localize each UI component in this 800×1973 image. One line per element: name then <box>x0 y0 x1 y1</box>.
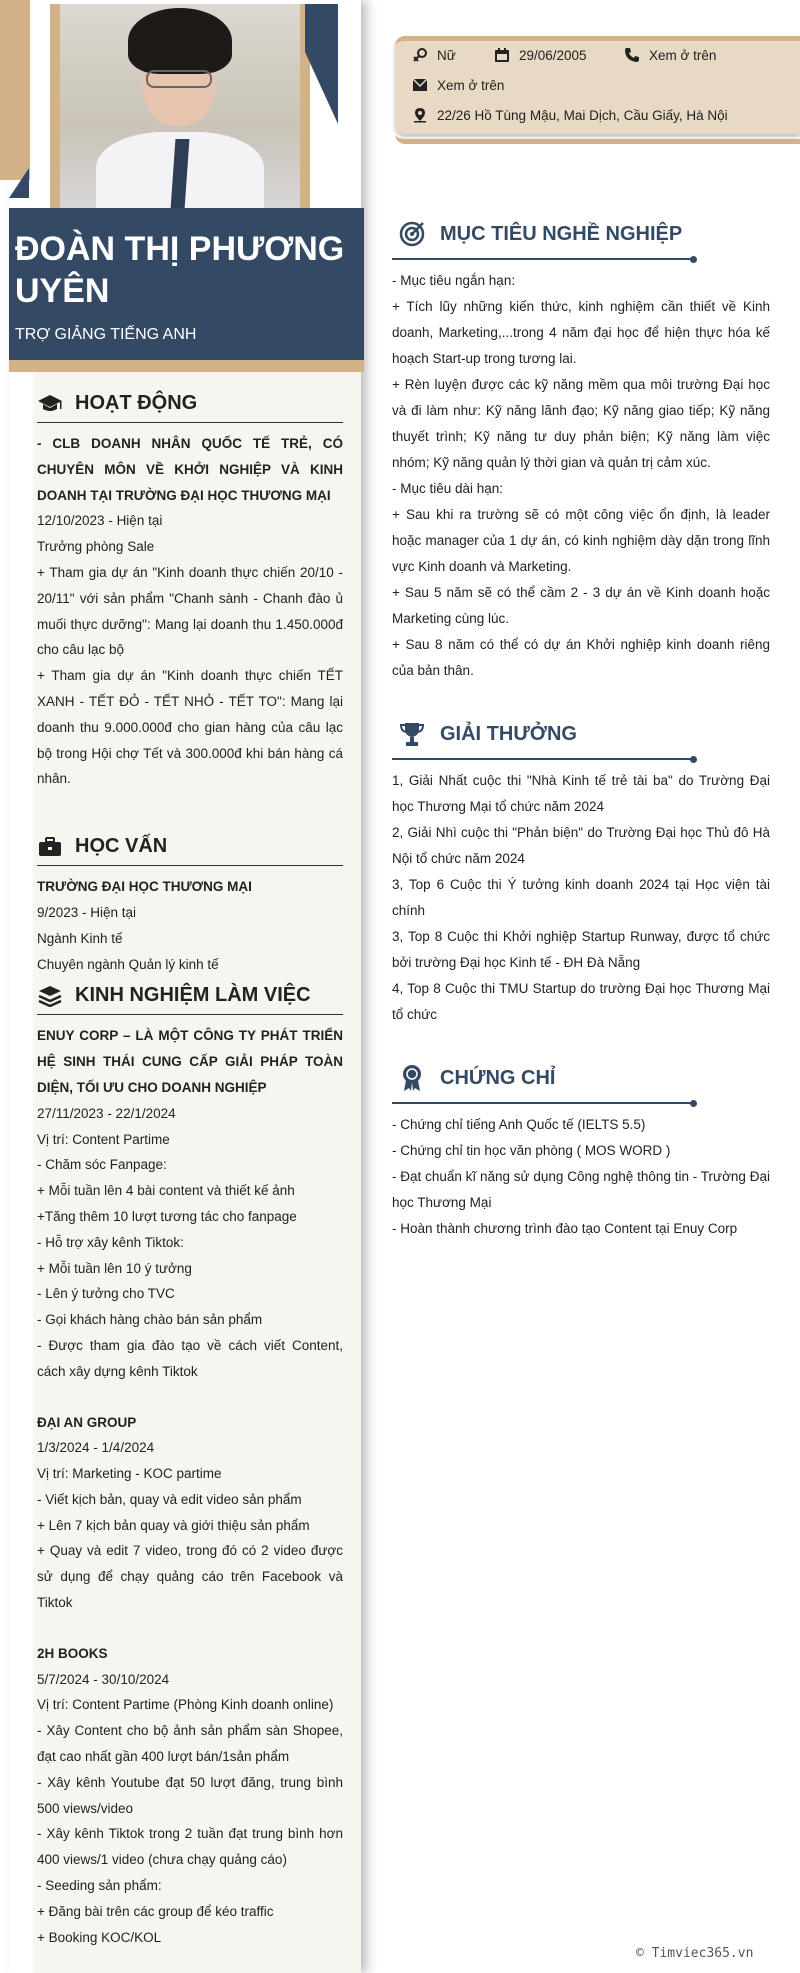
certificate-line: - Chứng chỉ tiếng Anh Quốc tế (IELTS 5.5) <box>392 1117 646 1132</box>
objective-line: - Mục tiêu ngắn hạn: <box>392 273 516 288</box>
section-underline <box>392 1102 692 1104</box>
section-underline <box>392 758 692 760</box>
objective-header <box>392 214 770 254</box>
right-content <box>392 214 770 1242</box>
birthday-row <box>493 46 587 64</box>
experience-header <box>37 977 343 1015</box>
activities-title: HOẠT ĐỘNG <box>75 391 198 414</box>
job-line: + Lên 7 kịch bản quay và giới thiệu sản phẩm <box>37 1517 310 1533</box>
awards-header <box>392 714 770 754</box>
education-header <box>37 828 343 866</box>
gender-row <box>411 46 456 64</box>
job-line: - Gọi khách hàng chào bán sản phẩm <box>37 1312 263 1328</box>
watermark: © Timviec365.vn <box>636 1946 754 1961</box>
objective-line: + Tích lũy những kiến thức, kinh nghiệm cần thiết về Kinh doanh, Marketing,...trong 4 năm đại học để hiện thực hóa kế hoạch Start-up trong tương lai. <box>392 299 770 366</box>
education-title: HỌC VẤN <box>75 834 168 857</box>
gender-value: Nữ <box>437 47 456 63</box>
objective-title: MỤC TIÊU NGHỀ NGHIỆP <box>440 223 683 245</box>
birthday-value: 29/06/2005 <box>519 47 587 63</box>
education-school: TRƯỜNG ĐẠI HỌC THƯƠNG MẠI <box>37 879 252 895</box>
section-underline-dot <box>690 256 697 263</box>
activities-item: + Tham gia dự án "Kinh doanh thực chiến 20/10 - 20/11" với sản phẩm "Chanh sành - Chanh đào ủ muối thực dưỡng": Mang lại doanh thu 1.450.000đ cho câu lạc bộ <box>37 564 343 658</box>
certificates-header <box>392 1058 770 1098</box>
target-icon <box>398 220 426 248</box>
award-line: 3, Top 6 Cuộc thi Ý tưởng kinh doanh 2024 tại Học viện tài chính <box>392 877 770 918</box>
certificate-line: - Đạt chuẩn kĩ năng sử dụng Công nghệ thông tin - Trường Đại học Thương Mại <box>392 1169 770 1210</box>
map-pin-icon <box>411 106 429 124</box>
job-line: - Xây kênh Youtube đạt 50 lượt đăng, trung bình 500 views/video <box>37 1774 343 1816</box>
job-period: 5/7/2024 - 30/10/2024 <box>37 1671 170 1687</box>
objective-line: - Mục tiêu dài hạn: <box>392 481 504 496</box>
job-line: - Xây kênh Tiktok trong 2 tuần đạt trung bình hơn 400 views/1 video (chưa chạy quảng cáo) <box>37 1826 343 1868</box>
calendar-icon <box>493 46 511 64</box>
award-ribbon-icon <box>398 1064 426 1092</box>
gender-icon <box>411 46 429 64</box>
job-entry <box>37 1641 343 1951</box>
activities-period: 12/10/2023 - Hiện tại <box>37 513 163 529</box>
education-major: Ngành Kinh tế <box>37 930 123 946</box>
objective-line: + Sau 5 năm sẽ có thể cầm 2 - 3 dự án về Kinh doanh hoặc Marketing cùng lúc. <box>392 585 770 626</box>
left-content <box>37 385 343 1950</box>
phone-value: Xem ở trên <box>649 47 717 63</box>
job-line: - Seeding sản phẩm: <box>37 1878 162 1894</box>
envelope-icon <box>411 76 429 94</box>
award-line: 1, Giải Nhất cuộc thi "Nhà Kinh tế trẻ tài ba" do Trường Đại học Thương Mại tổ chức năm 2024 <box>392 773 770 814</box>
experience-title: KINH NGHIỆM LÀM VIỆC <box>75 983 311 1006</box>
job-line: + Mỗi tuần lên 10 ý tưởng <box>37 1260 192 1276</box>
objective-line: + Rèn luyện được các kỹ năng mềm qua môi trường Đại học và đi làm như: Kỹ năng lãnh đạo; Kỹ năng giao tiếp; Kỹ năng thuyết trình; Kỹ năng tư duy phản biện; Kỹ năng làm việc nhóm; Kỹ năng quản lý thời gian và quản trị cảm xúc. <box>392 377 770 470</box>
phone-icon <box>623 46 641 64</box>
job-line: - Xây Content cho bộ ảnh sản phẩm sàn Shopee, đạt cao nhất gần 400 lượt bán/1sản phẩm <box>37 1723 343 1765</box>
activities-item: + Tham gia dự án "Kinh doanh thực chiến TẾT XANH - TẾT ĐỎ - TẾT NHỎ - TẾT TO": Mang lại doanh thu 9.000.000đ cho gian hàng của câu lạc bộ trong Hội chợ Tết và 300.000đ khi bán hàng cá nhân. <box>37 668 343 787</box>
activities-org: - CLB DOANH NHÂN QUỐC TẾ TRẺ, CÓ CHUYÊN MÔN VỀ KHỞI NGHIỆP VÀ KINH DOANH TẠI TRƯỜNG ĐẠI HỌC THƯƠNG MẠI <box>37 436 343 503</box>
job-line: - Hỗ trợ xây kênh Tiktok: <box>37 1234 184 1250</box>
award-line: 4, Top 8 Cuộc thi TMU Startup do trường Đại học Thương Mại tổ chức <box>392 981 770 1022</box>
job-line: + Mỗi tuần lên 4 bài content và thiết kế ảnh <box>37 1183 295 1199</box>
section-underline-dot <box>690 756 697 763</box>
job-line: + Quay và edit 7 video, trong đó có 2 video được sử dụng để chạy quảng cáo trên Facebook và Tiktok <box>37 1543 343 1611</box>
candidate-job-title: TRỢ GIẢNG TIẾNG ANH <box>15 326 197 343</box>
job-line: +Tăng thêm 10 lượt tương tác cho fanpage <box>37 1208 297 1224</box>
job-company: 2H BOOKS <box>37 1645 108 1661</box>
education-period: 9/2023 - Hiện tại <box>37 904 137 920</box>
address-row <box>411 106 728 124</box>
phone-row <box>623 46 716 64</box>
address-value: 22/26 Hồ Tùng Mậu, Mai Dịch, Cầu Giấy, Hà Nội <box>437 107 728 123</box>
profile-photo-frame <box>50 4 310 209</box>
job-period: 1/3/2024 - 1/4/2024 <box>37 1440 155 1456</box>
photo-hair <box>128 8 232 74</box>
job-line: + Booking KOC/KOL <box>37 1929 162 1945</box>
job-company: ENUY CORP – LÀ MỘT CÔNG TY PHÁT TRIỂN HỆ SINH THÁI CUNG CẤP GIẢI PHÁP TOÀN DIỆN, TỐI ƯU CHO DOANH NGHIỆP <box>37 1028 343 1095</box>
job-entry <box>37 1410 343 1616</box>
graduation-cap-icon <box>37 393 63 415</box>
section-underline <box>392 258 692 260</box>
award-line: 3, Top 8 Cuộc thi Khởi nghiệp Startup Runway, được tổ chức bởi trường Đại học Kinh tế - ĐH Đà Nẵng <box>392 929 770 970</box>
job-period: 27/11/2023 - 22/1/2024 <box>37 1105 176 1121</box>
job-position: Vị trí: Marketing - KOC partime <box>37 1466 222 1482</box>
email-value: Xem ở trên <box>437 77 505 93</box>
section-underline-dot <box>690 1100 697 1107</box>
certificates-title: CHỨNG CHỈ <box>440 1067 556 1089</box>
job-entry <box>37 1023 343 1384</box>
decor-tan-strip <box>0 0 30 180</box>
award-line: 2, Giải Nhì cuộc thi "Phản biện" do Trường Đại học Thủ đô Hà Nội tổ chức năm 2024 <box>392 825 770 866</box>
job-line: - Viết kịch bản, quay và edit video sản phẩm <box>37 1491 302 1507</box>
profile-photo <box>60 4 300 209</box>
education-specialization: Chuyên ngành Quản lý kinh tế <box>37 956 219 972</box>
certificate-line: - Hoàn thành chương trình đào tạo Content tại Enuy Corp <box>392 1221 738 1236</box>
trophy-icon <box>398 720 426 748</box>
certificate-line: - Chứng chỉ tin học văn phòng ( MOS WORD ) <box>392 1143 671 1158</box>
email-row <box>411 76 504 94</box>
job-company: ĐẠI AN GROUP <box>37 1414 137 1430</box>
activities-role: Trưởng phòng Sale <box>37 539 155 555</box>
job-line: - Chăm sóc Fanpage: <box>37 1157 167 1173</box>
job-line: - Được tham gia đào tạo về cách viết Content, cách xây dựng kênh Tiktok <box>37 1337 343 1379</box>
briefcase-icon <box>37 836 63 858</box>
activities-header <box>37 385 343 423</box>
contact-info-bar <box>395 36 800 134</box>
job-position: Vị trí: Content Partime (Phòng Kinh doanh online) <box>37 1697 334 1713</box>
layers-icon <box>37 985 63 1007</box>
objective-line: + Sau khi ra trường sẽ có một công việc ổn định, là leader hoặc manager của 1 dự án, có kinh nghiệm dày dặn trong lĩnh vực Kinh doanh và Marketing. <box>392 507 770 574</box>
job-line: + Đăng bài trên các group để kéo traffic <box>37 1903 274 1919</box>
job-position: Vị trí: Content Partime <box>37 1131 170 1147</box>
candidate-name: ĐOÀN THỊ PHƯƠNG UYÊN <box>15 230 345 310</box>
photo-glasses <box>146 70 212 88</box>
awards-title: GIẢI THƯỞNG <box>440 723 577 745</box>
job-line: - Lên ý tưởng cho TVC <box>37 1286 175 1302</box>
objective-line: + Sau 8 năm có thể có dự án Khởi nghiệp kinh doanh riêng của bản thân. <box>392 637 770 678</box>
name-banner <box>9 208 364 360</box>
